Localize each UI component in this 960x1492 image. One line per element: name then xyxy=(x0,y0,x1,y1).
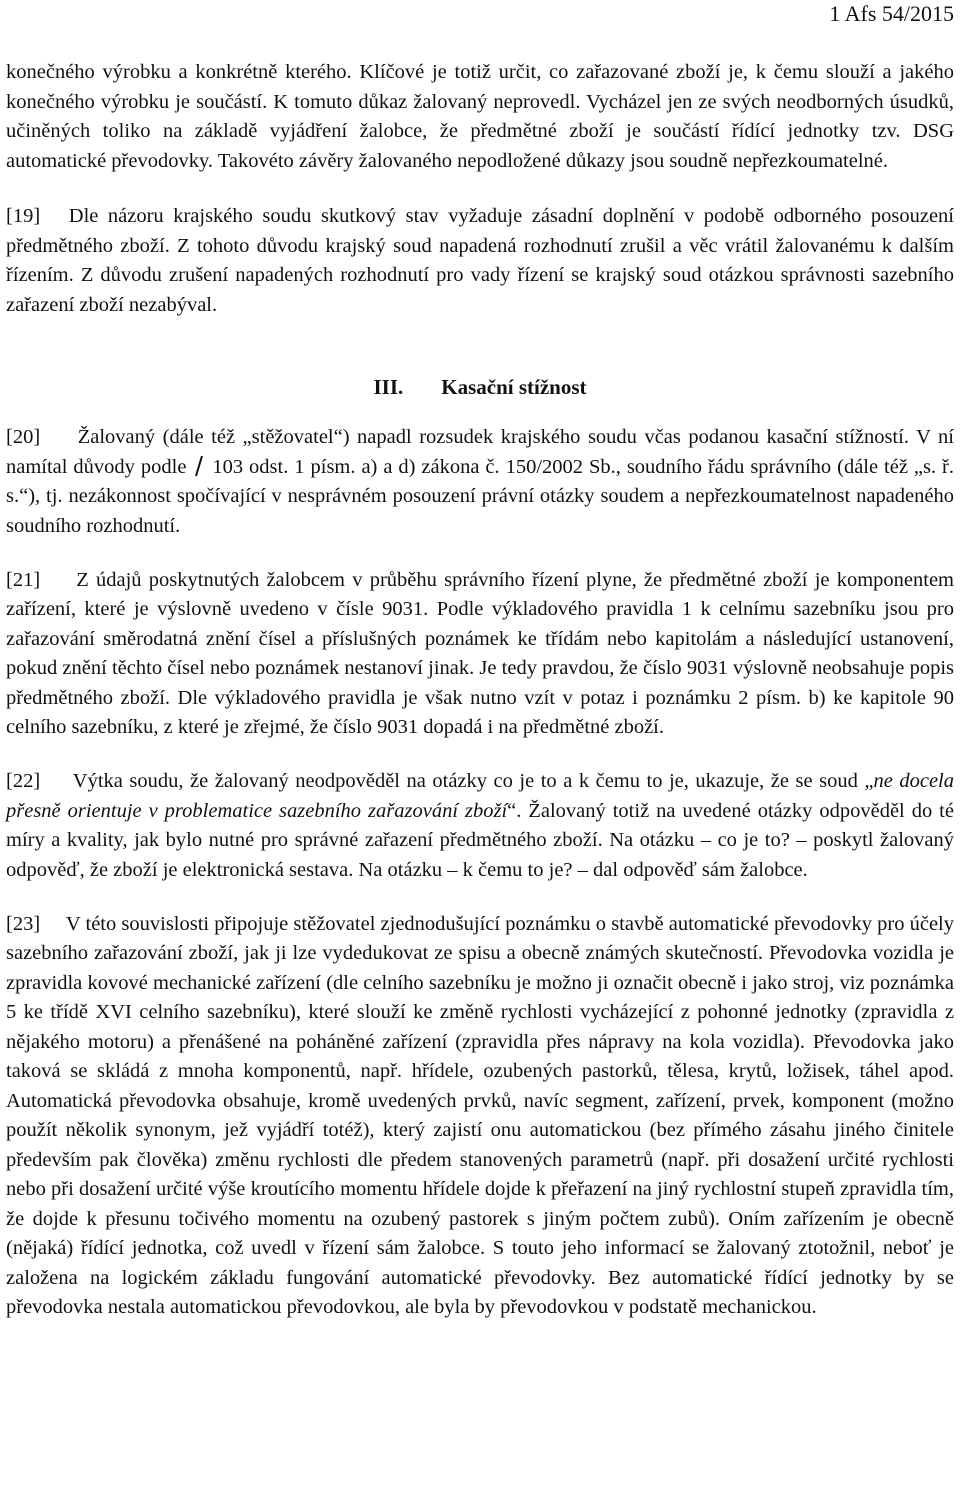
paragraph-text: Z údajů poskytnutých žalobcem v průběhu správního řízení plyne, že předmětné zboží je komponentem zařízení, které je výslovně uvedeno v čísle 9031. Podle výkladového pravidla 1 k celnímu sazebníku jsou pro zařazování směrodatná znění čísel a příslušných poznámek ke třídám nebo kapitolám a následující ustanovení, pokud znění těchto čísel nebo poznámek nestanoví jinak. Je tedy pravdou, že číslo 9031 výslovně neobsahuje popis předmětného zboží. Dle výkladového pravidla je však nutno vzít v potaz i poznámku 2 písm. b) ke kapitole 90 celního sazebníku, z které je zřejmé, že číslo 9031 dopadá i na předmětné zboží. xyxy=(6,568,954,738)
paragraph-number: [20] xyxy=(6,426,41,448)
paragraph-20 xyxy=(6,423,954,541)
paragraph-text: V této souvislosti připojuje stěžovatel zjednodušující poznámku o stavbě automatické převodovky pro účely sazebního zařazování zboží, jak ji lze vydedukovat ze spisu a obecně známých skutečností. Převodovka vozidla je zpravidla kovové mechanické zařízení (dle celního sazebníku je možno ji označit obecně i jako stroj, viz poznámka 5 ke třídě XVI celního sazebníku), které slouží ke změně rychlosti vycházející z pohonné jednotky (zpravidla z nějakého motoru) a přenášené na poháněné zařízení (zpravidla přes nápravy na kola vozidla). Převodovka jako taková se skládá z mnoha komponentů, např. hřídele, ozubených pastorků, tělesa, krytů, ložisek, táhel apod. Automatická převodovka obsahuje, kromě uvedených prvků, navíc segment, zařízení, prvek, komponent (možno použít několik synonym, jež vyjádří totéž), který zajistí onu automatickou (bez přímého zásahu jiného činitele především pak člověka) změnu rychlosti dle předem stanovených parametrů (např. při dosažení určité rychlosti nebo při dosažení určité výše kroutícího momentu hřídele dojde k přeřazení na jiný rychlostní stupeň zpravidla tím, že dojde k přesunu točivého momentu na ozubený pastorek s jiným počtem zubů). Oním zařízením je obecně (nějaká) řídící jednotka, což uvedl v řízení sám žalobce. S touto jeho informací se žalovaný ztotožnil, neboť je založena na logickém základu fungování automatické převodovky. Bez automatické řídící jednotky by se převodovka nestala automatickou převodovkou, ale byla by převodovkou v podstatě mechanickou. xyxy=(6,912,954,1318)
paragraph-text-continued: “. Žalovaný totiž na uvedené otázky odpověděl do té míry a kvality, jak bylo nutné pro správné zařazení předmětného zboží. Na otázku – co je to? – poskytl žalovaný odpověď, že zboží je elektronická sestava. Na otázku – k čemu to je? – dal odpověď sám žalobce. xyxy=(6,799,954,881)
paragraph-21 xyxy=(6,566,954,743)
paragraph-number: [22] xyxy=(6,770,41,792)
paragraph-23 xyxy=(6,910,954,1323)
italic-quote: ne docela přesně orientuje v problematice sazebního zařazování zboží xyxy=(6,770,954,822)
paragraph-number: [19] xyxy=(6,205,41,227)
section-title: Kasační stížnost xyxy=(441,375,587,399)
paragraph-text: Výtka soudu, že žalovaný neodpověděl na otázky co je to a k čemu to je, ukazuje, že se soud „ xyxy=(72,770,874,792)
page-header-case-number: 1 Afs 54/2015 xyxy=(829,1,954,26)
section-sign-link-icon[interactable] xyxy=(194,455,204,477)
paragraph-22 xyxy=(6,767,954,885)
paragraph-continued: konečného výrobku a konkrétně kterého. Klíčové je totiž určit, co zařazované zboží je, k čemu slouží a jakého konečného výrobku je součástí. K tomuto důkaz žalovaný neprovedl. Vycházel jen ze svých neodborných úsudků, učiněných toliko na základě vyjádření žalobce, že předmětné zboží je součástí řídící jednotky tzv. DSG automatické převodovky. Takovéto závěry žalovaného nepodložené důkazy jsou soudně nepřezkoumatelné. xyxy=(6,61,954,172)
paragraph-number: [23] xyxy=(6,912,41,935)
paragraph-19 xyxy=(6,202,954,320)
paragraph-text-continued: 103 odst. 1 písm. a) a d) zákona č. 150/2002 Sb., soudního řádu správního (dále též „s. ř. s.“), tj. nezákonnost spočívající v nesprávném posouzení právní otázky soudem a nepřezkoumatelnost napadeného soudního rozhodnutí. xyxy=(6,455,954,537)
paragraph-text: Žalovaný (dále též „stěžovatel“) napadl rozsudek krajského soudu včas podanou kasační stížností. V ní namítal důvody podle xyxy=(6,426,954,478)
paragraph-text: Dle názoru krajského soudu skutkový stav vyžaduje zásadní doplnění v podobě odborného posouzení předmětného zboží. Z tohoto důvodu krajský soud napadená rozhodnutí zrušil a věc vrátil žalovanému k dalším řízením. Z důvodu zrušení napadených rozhodnutí pro vady řízení se krajský soud otázkou správnosti sazebního zařazení zboží nezabýval. xyxy=(6,205,955,316)
paragraph-number: [21] xyxy=(6,568,41,591)
document-body xyxy=(6,58,954,1323)
section-heading xyxy=(6,373,954,402)
section-number: III. xyxy=(373,375,404,399)
